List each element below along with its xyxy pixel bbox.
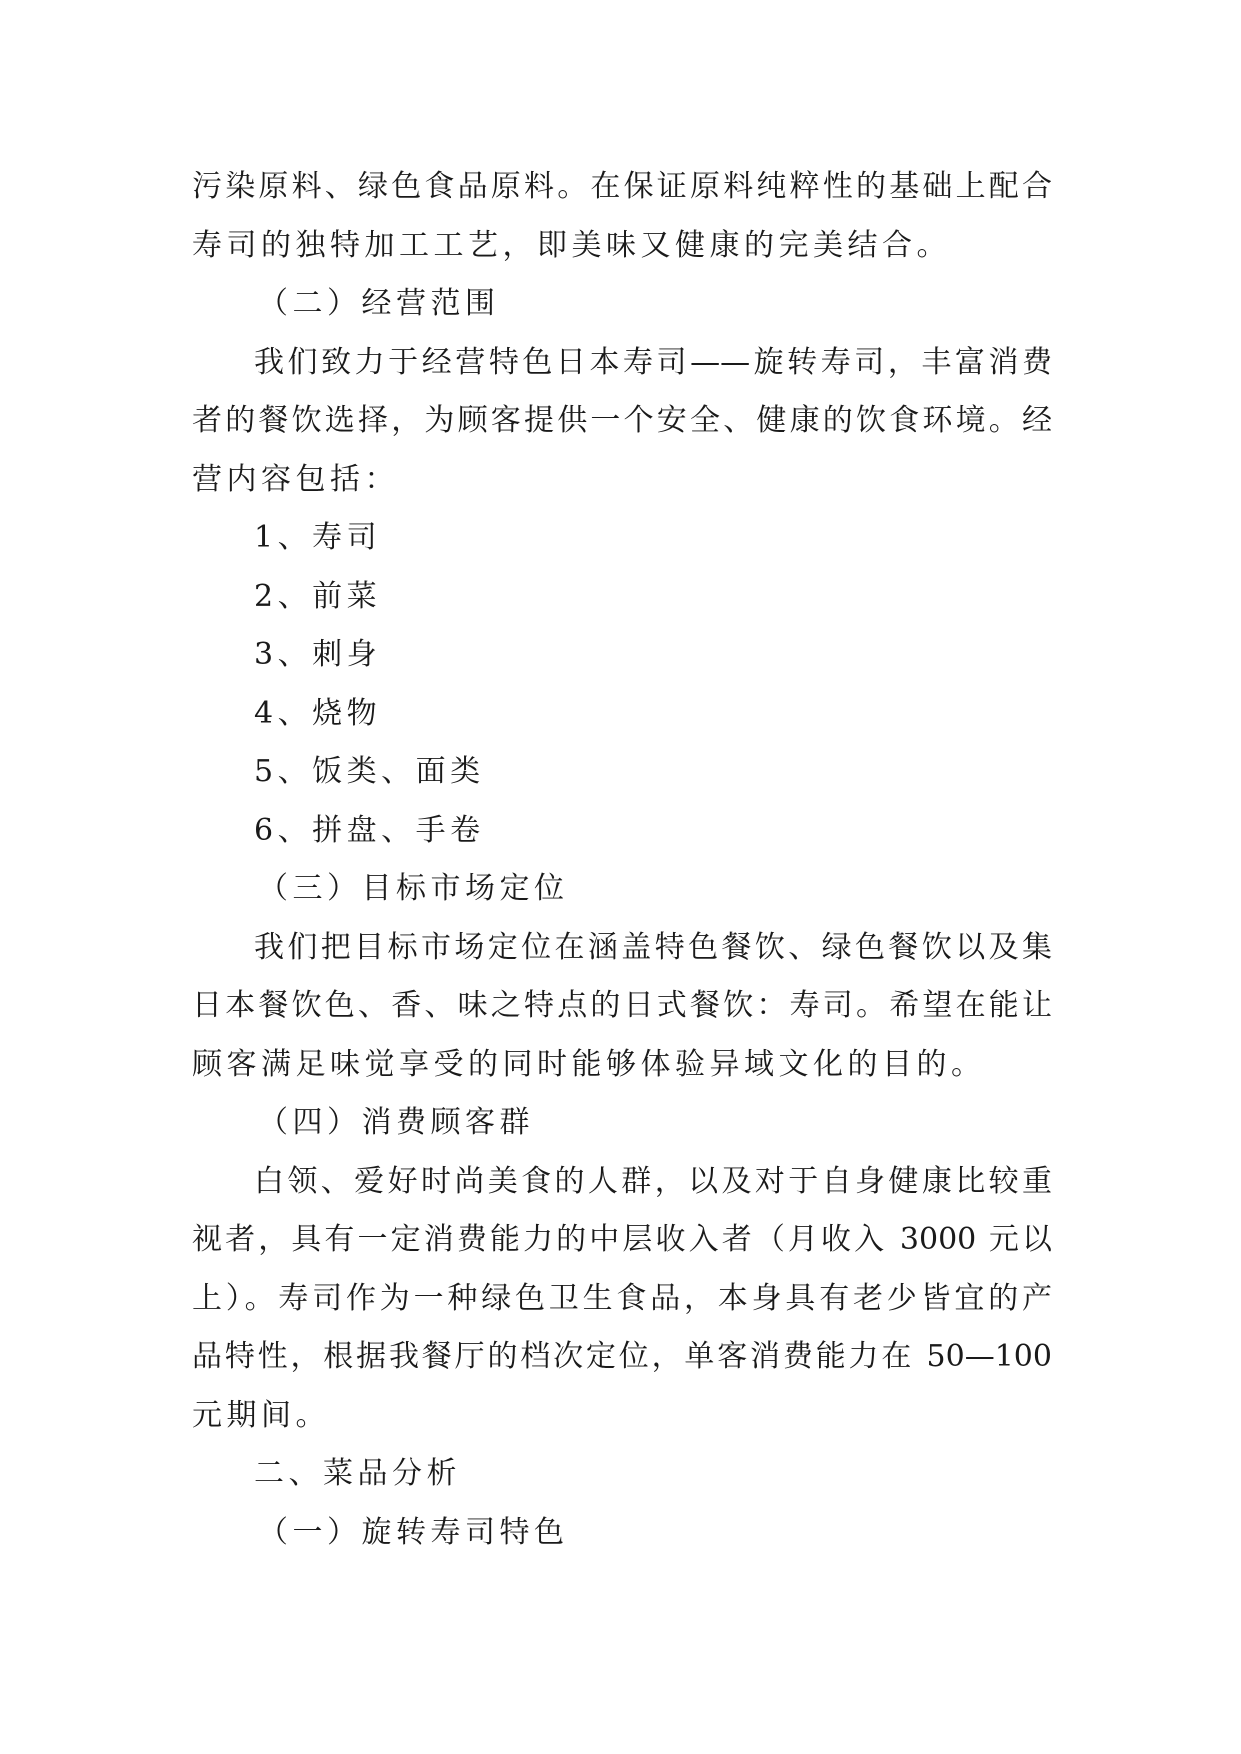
document-page — [192, 158, 1052, 1562]
paragraph-line: 上）。寿司作为一种绿色卫生食品，本身具有老少皆宜的产 — [192, 1280, 1052, 1316]
section-heading-business-scope: （二）经营范围 — [258, 286, 500, 321]
paragraph-line: 日本餐饮色、香、味之特点的日式餐饮：寿司。希望在能让 — [192, 988, 1052, 1023]
list-item: 1、寿司 — [254, 520, 382, 555]
paragraph-line: 营内容包括： — [192, 461, 399, 497]
paragraph-line: 者的餐饮选择，为顾客提供一个安全、健康的饮食环境。经 — [192, 403, 1052, 438]
list-item: 5、饭类、面类 — [254, 754, 485, 789]
paragraph-line: 我们致力于经营特色日本寿司——旋转寿司，丰富消费 — [254, 344, 1052, 380]
paragraph-line: 我们把目标市场定位在涵盖特色餐饮、绿色餐饮以及集 — [254, 929, 1052, 965]
section-heading-customer-group: （四）消费顾客群 — [258, 1105, 534, 1140]
paragraph-line: 视者，具有一定消费能力的中层收入者（月收入 3000 元以 — [192, 1222, 1052, 1257]
paragraph-line: 品特性，根据我餐厅的档次定位，单客消费能力在 50—100 — [192, 1339, 1052, 1374]
paragraph-line: 寿司的独特加工工艺，即美味又健康的完美结合。 — [192, 227, 951, 263]
paragraph-line: 白领、爱好时尚美食的人群，以及对于自身健康比较重 — [254, 1163, 1052, 1199]
list-item: 2、前菜 — [254, 578, 382, 614]
paragraph-line: 元期间。 — [192, 1397, 330, 1433]
list-item: 4、烧物 — [254, 695, 382, 731]
list-item: 6、拼盘、手卷 — [254, 812, 485, 848]
section-heading-target-market: （三）目标市场定位 — [258, 871, 569, 906]
section-heading-conveyor-sushi-features: （一）旋转寿司特色 — [258, 1514, 569, 1550]
paragraph-line: 污染原料、绿色食品原料。在保证原料纯粹性的基础上配合 — [192, 169, 1052, 204]
chapter-heading-dish-analysis: 二、菜品分析 — [254, 1456, 461, 1491]
paragraph-line: 顾客满足味觉享受的同时能够体验异域文化的目的。 — [192, 1046, 986, 1082]
list-item: 3、刺身 — [254, 637, 382, 672]
